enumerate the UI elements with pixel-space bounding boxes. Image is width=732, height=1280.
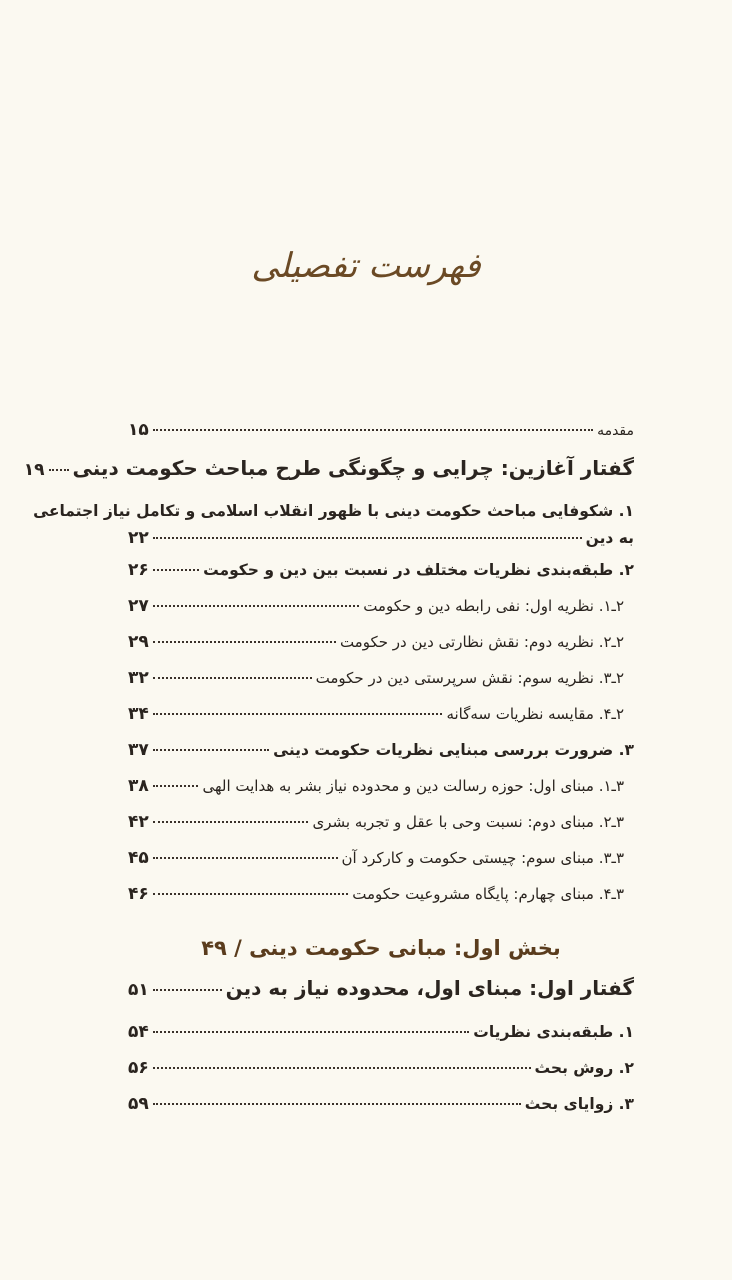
toc-leader-dots — [153, 748, 269, 751]
toc-entry-item3-3 — [128, 848, 634, 884]
toc-entry-page: ۳۸ — [128, 776, 149, 796]
toc-entry-page: ۴۵ — [128, 848, 149, 868]
toc-entry-page: ۴۲ — [128, 812, 149, 832]
toc-leader-dots — [153, 428, 593, 431]
toc-entry-page: ۵۴ — [128, 1022, 149, 1042]
toc-entry-page: ۱۵ — [128, 420, 149, 440]
toc-entry-item2-3 — [128, 668, 634, 704]
toc-leader-dots — [153, 892, 349, 895]
page-title: فهرست تفصیلی — [251, 246, 481, 286]
toc-entry-title: ۳ـ۳. مبنای سوم: چیستی حکومت و کارکرد آن — [341, 849, 624, 867]
toc-entry-item3-1 — [128, 776, 634, 812]
toc-entry-page: ۳۷ — [128, 740, 149, 760]
toc-entry-title: ۲. روش بحث — [534, 1059, 634, 1077]
toc-entry-item2-1 — [128, 596, 634, 632]
toc-entry-item1-line1: ۱. شکوفایی مباحث حکومت دینی با ظهور انقلاب اسلامی و تکامل نیاز اجتماعی — [33, 502, 634, 520]
toc-entry-title: ۳. زوایای بحث — [524, 1095, 634, 1113]
toc-leader-dots — [153, 1030, 470, 1033]
toc-entry-title: ۱. طبقه‌بندی نظریات — [473, 1023, 634, 1041]
toc-entry-chapter-opening — [23, 456, 634, 502]
toc-entry-c1-item2 — [128, 1058, 634, 1094]
toc-leader-dots — [153, 988, 222, 991]
toc-entry-title: ۳ـ۲. مبنای دوم: نسبت وحی با عقل و تجربه بشری — [312, 813, 624, 831]
toc-entry-chapter1 — [128, 976, 634, 1022]
toc-entry-page: ۵۶ — [128, 1058, 149, 1078]
toc-entry-title: ۲ـ۱. نظریه اول: نفی رابطه دین و حکومت — [363, 597, 624, 615]
toc-entry-item2 — [128, 560, 634, 596]
table-of-contents — [23, 420, 634, 1130]
toc-entry-page: ۳۲ — [128, 668, 149, 688]
toc-leader-dots — [153, 1102, 521, 1105]
toc-entry-c1-item3 — [128, 1094, 634, 1130]
toc-entry-title: به دین — [585, 529, 634, 547]
toc-entry-page: ۵۹ — [128, 1094, 149, 1114]
toc-entry-page: ۳۴ — [128, 704, 149, 724]
toc-entry-page: ۴۶ — [128, 884, 149, 904]
toc-entry-title: ۲ـ۲. نظریه دوم: نقش نظارتی دین در حکومت — [339, 633, 624, 651]
toc-entry-title: گفتار آغازین: چرایی و چگونگی طرح مباحث حکومت دینی — [72, 456, 634, 480]
toc-entry-item3-4 — [128, 884, 634, 920]
toc-leader-dots — [153, 1066, 531, 1069]
toc-entry-intro — [128, 420, 634, 456]
toc-leader-dots — [153, 856, 338, 859]
toc-entry-page: ۵۱ — [128, 980, 149, 1000]
section-heading: بخش اول: مبانی حکومت دینی / ۴۹ — [201, 936, 561, 960]
toc-leader-dots — [153, 536, 582, 539]
toc-entry-item3-2 — [128, 812, 634, 848]
toc-leader-dots — [153, 604, 359, 607]
toc-leader-dots — [49, 468, 69, 471]
toc-leader-dots — [153, 712, 443, 715]
toc-entry-page: ۱۹ — [23, 460, 45, 480]
toc-leader-dots — [153, 568, 199, 571]
toc-entry-page: ۲۶ — [128, 560, 149, 580]
toc-entry-page: ۲۲ — [128, 528, 149, 548]
toc-entry-title: ۲. طبقه‌بندی نظریات مختلف در نسبت بین دین و حکومت — [203, 561, 634, 579]
toc-entry-title: ۲ـ۳. نظریه سوم: نقش سرپرستی دین در حکومت — [315, 669, 624, 687]
toc-entry-title: ۳ـ۴. مبنای چهارم: پایگاه مشروعیت حکومت — [352, 885, 624, 903]
toc-entry-item3 — [128, 740, 634, 776]
toc-leader-dots — [153, 676, 312, 679]
toc-entry-page: ۲۷ — [128, 596, 149, 616]
toc-entry-item1 — [128, 528, 634, 560]
toc-entry-title: ۳ـ۱. مبنای اول: حوزه رسالت دین و محدوده نیاز بشر به هدایت الهی — [202, 777, 624, 795]
toc-entry-title: مقدمه — [597, 423, 634, 439]
toc-entry-item2-2 — [128, 632, 634, 668]
toc-entry-page: ۲۹ — [128, 632, 149, 652]
toc-entry-item2-4 — [128, 704, 634, 740]
toc-leader-dots — [153, 640, 336, 643]
toc-entry-title: گفتار اول: مبنای اول، محدوده نیاز به دین — [225, 976, 634, 1000]
toc-leader-dots — [153, 784, 199, 787]
toc-entry-title: ۲ـ۴. مقایسه نظریات سه‌گانه — [446, 705, 624, 723]
toc-leader-dots — [153, 820, 309, 823]
toc-entry-title: ۳. ضرورت بررسی مبنایی نظریات حکومت دینی — [273, 741, 634, 759]
toc-entry-c1-item1 — [128, 1022, 634, 1058]
